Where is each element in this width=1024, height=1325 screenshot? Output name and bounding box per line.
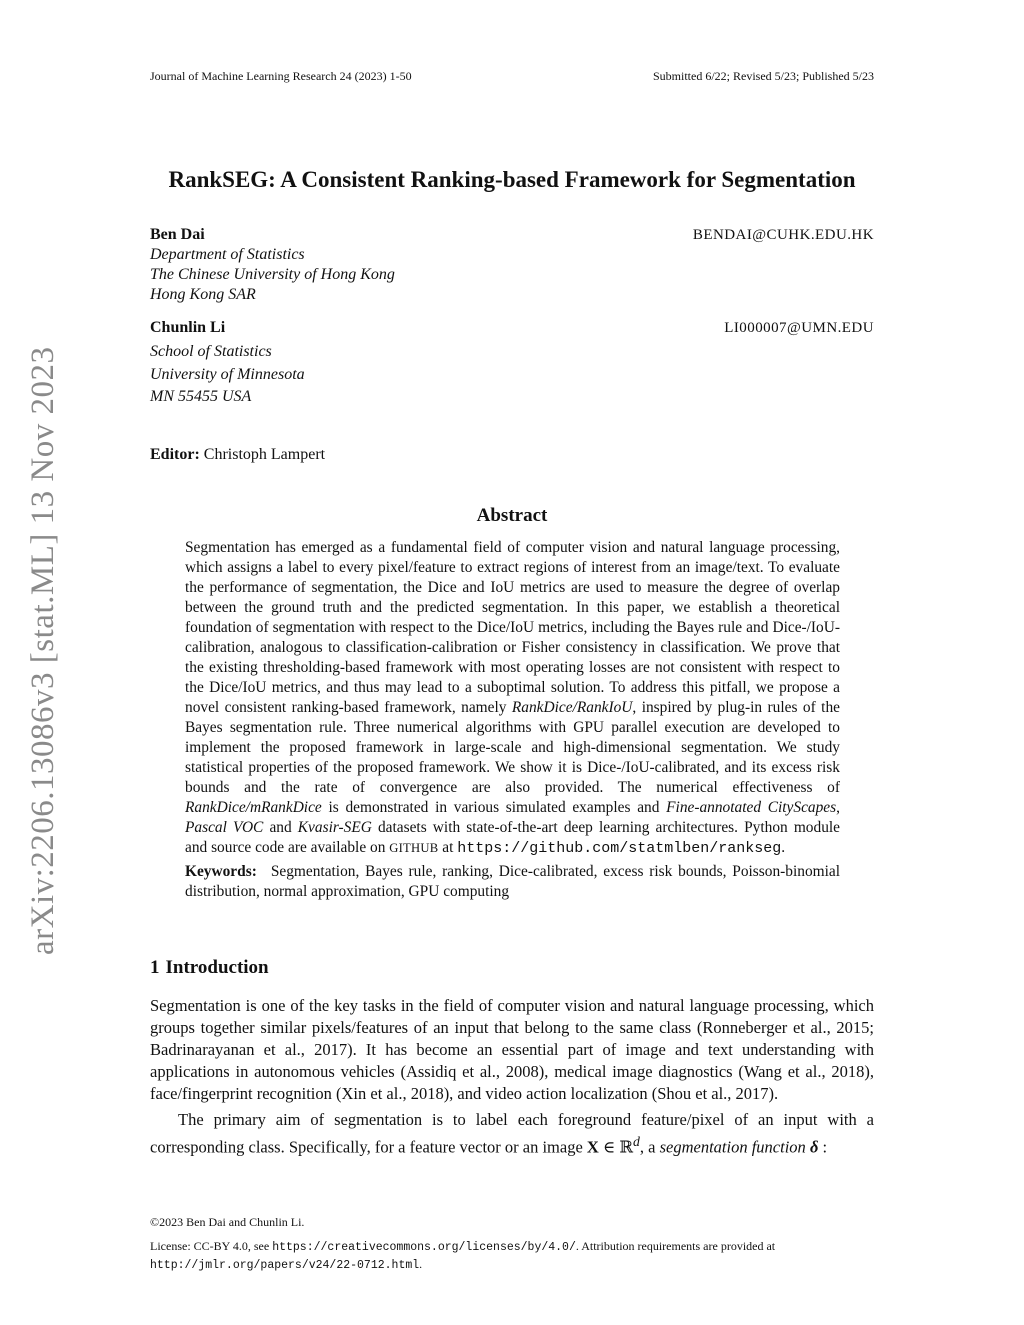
section-number: 1 (150, 957, 160, 978)
author-affiliation-line: University of Minnesota (150, 365, 305, 383)
journal-info: Journal of Machine Learning Research 24 (2023) 1-50 (150, 69, 412, 83)
abstract-text: at (438, 839, 458, 856)
term-emphasis: segmentation function (659, 1137, 806, 1157)
paragraph-text: , a (639, 1137, 660, 1157)
math-symbol: d (633, 1134, 640, 1149)
author-affiliation-line: The Chinese University of Hong Kong (150, 266, 395, 283)
running-header (150, 69, 874, 84)
abstract-emphasis: Fine-annotated CityScapes (666, 799, 837, 816)
github-label: GITHUB (389, 841, 439, 855)
abstract-emphasis: Kvasir-SEG (297, 819, 372, 836)
arxiv-identifier: arXiv:2206.13086v3 [stat.ML] 13 Nov 2023 (25, 346, 61, 955)
author-name: Ben Dai (150, 226, 205, 243)
abstract-text: and (263, 819, 298, 836)
abstract-text: , inspired by plug-in rules of the Bayes segmentation rule. Three numerical algorithms with GPU parallel execution are developed to implement the proposed framework in large-scale and high-dimensional segmentation. We study statistical properties of the proposed framework. We show it is Dice-/IoU-calibrated, and its excess risk bounds and the rate of convergence are also provided. The numerical effectiveness of (185, 699, 840, 796)
math-symbol: ∈ (598, 1137, 620, 1157)
submission-dates: Submitted 6/22; Revised 5/23; Published 5/23 (652, 69, 874, 83)
paper-link[interactable]: http://jmlr.org/papers/v24/22-0712.html (150, 1259, 420, 1272)
intro-body (150, 995, 874, 1159)
keywords-label: Keywords: (185, 863, 257, 880)
editor-line (150, 446, 325, 464)
license-note (150, 1238, 874, 1274)
section-heading (150, 957, 269, 979)
license-text: License: CC-BY 4.0, see (150, 1239, 273, 1253)
abstract-text: Segmentation has emerged as a fundamental field of computer vision and natural language processing, which assigns a label to every pixel/feature to extract regions of interest from an image/text. To evaluate the performance of segmentation, the Dice and IoU metrics are used to measure the degree of overlap between the ground truth and the predicted segmentation. In this paper, we establish a theoretical foundation of segmentation with respect to the Dice/IoU metrics, including the Bayes rule and Dice-/IoU-calibration, analogous to classification-calibration or Fisher consistency in classification. We prove that the existing thresholding-based framework with most operating losses are not consistent with respect to the Dice/IoU metrics, and thus may lead to a suboptimal solution. To address this pitfall, we propose a novel consistent ranking-based framework, namely (185, 539, 840, 716)
abstract-heading: Abstract (476, 505, 548, 526)
author-affiliation-line: MN 55455 USA (150, 388, 252, 405)
abstract-paragraph (185, 538, 840, 859)
paragraph-text: : (818, 1137, 828, 1157)
paragraph-text: The primary aim of segmentation is to label each foreground feature/pixel of an input with a corresponding class. Specifically, for a feature vector or an image (150, 1110, 874, 1157)
intro-paragraph-1: Segmentation is one of the key tasks in the field of computer vision and natural language processing, which groups together similar pixels/features of an input that belong to the same class (Ronneberger et al., 2015; Badrinarayanan et al., 2017). It has become an essential part of image and text understanding with applications in autonomous vehicles (Assidiq et al., 2008), medical image diagnostics (Wang et al., 2018), face/fingerprint recognition (Xin et al., 2018), and video action localization (Shou et al., 2017). (150, 996, 874, 1103)
author-email: LI000007@UMN.EDU (724, 320, 874, 336)
keywords-list: Segmentation, Bayes rule, ranking, Dice-calibrated, excess risk bounds, Poisson-binomial distribution, normal approximation, GPU computing (185, 863, 840, 900)
abstract-emphasis: RankDice/RankIoU (511, 699, 633, 716)
math-symbol: X (586, 1137, 599, 1157)
section-title: Introduction (165, 957, 269, 978)
license-text: . Attribution requirements are provided at (575, 1239, 776, 1253)
author-affiliation-line: Department of Statistics (150, 246, 305, 263)
intro-paragraph-2 (150, 1109, 874, 1159)
author-block (150, 225, 874, 305)
abstract-body (185, 538, 840, 902)
author-affiliation-line: Hong Kong SAR (150, 286, 256, 303)
abstract-text: datasets with state-of-the-art deep learning architectures. Python module and source code are available on (185, 819, 840, 856)
abstract-text: , (836, 799, 840, 816)
abstract-text: . (781, 839, 786, 856)
author-email: BENDAI@CUHK.EDU.HK (692, 227, 874, 243)
math-symbol: δ (809, 1137, 819, 1157)
paper-title: RankSEG: A Consistent Ranking-based Framework for Segmentation (168, 167, 856, 192)
editor-name: Christoph Lampert (203, 446, 326, 463)
license-text: . (419, 1257, 423, 1271)
author-block (150, 318, 874, 409)
math-symbol: ℝ (619, 1137, 634, 1157)
author-name: Chunlin Li (150, 319, 226, 336)
copyright-note: ©2023 Ben Dai and Chunlin Li. (150, 1215, 305, 1229)
editor-label: Editor: (150, 446, 200, 463)
abstract-text: is demonstrated in various simulated examples and (321, 799, 667, 816)
author-affiliation-line: School of Statistics (150, 343, 272, 360)
abstract-emphasis: Pascal VOC (185, 819, 264, 836)
license-link[interactable]: https://creativecommons.org/licenses/by/4.0/ (272, 1241, 576, 1254)
keywords-line (185, 862, 840, 902)
github-link[interactable]: https://github.com/statmlben/rankseg (457, 840, 782, 857)
abstract-emphasis: RankDice/mRankDice (185, 799, 322, 816)
